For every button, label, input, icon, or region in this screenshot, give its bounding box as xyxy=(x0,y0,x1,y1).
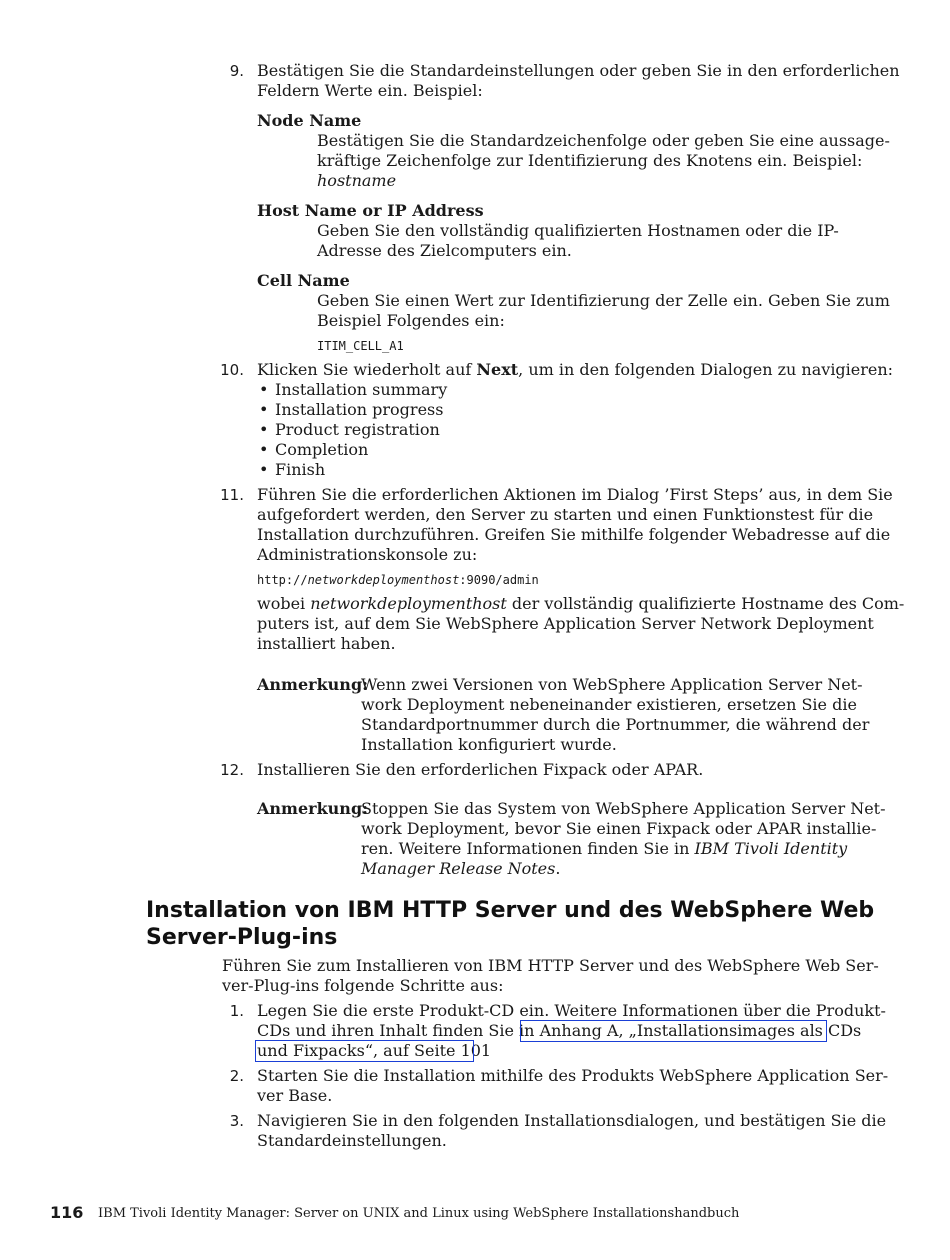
section-intro: Führen Sie zum Installieren von IBM HTTP Server und des WebSphere Web Ser- xyxy=(222,956,879,975)
bullet-marker: • xyxy=(259,380,269,399)
step-text: ver Base. xyxy=(257,1086,333,1105)
note-label: Anmerkung: xyxy=(257,799,369,818)
link-highlight-box xyxy=(520,1020,827,1042)
note-text: work Deployment, bevor Sie einen Fixpack oder APAR installie- xyxy=(361,819,877,838)
definition-term: Node Name xyxy=(257,111,362,130)
definition-text: kräftige Zeichenfolge zur Identifizierung des Knotens ein. Beispiel: xyxy=(317,151,863,170)
step-number: 9. xyxy=(229,62,244,80)
step-text: Installation durchzuführen. Greifen Sie mithilfe folgender Webadresse auf die xyxy=(257,525,891,544)
list-item: Installation progress xyxy=(275,400,444,419)
step-number: 2. xyxy=(229,1067,244,1085)
note-text: Wenn zwei Versionen von WebSphere Application Server Net- xyxy=(361,675,863,694)
step-text: aufgefordert werden, den Server zu starten und einen Funktionstest für die xyxy=(257,505,874,524)
step-number: 10. xyxy=(220,361,244,379)
step-number: 3. xyxy=(229,1112,244,1130)
step-text: installiert haben. xyxy=(257,634,396,653)
page-number: 116 xyxy=(50,1203,84,1222)
list-item: Completion xyxy=(275,440,369,459)
list-item: Product registration xyxy=(275,420,440,439)
list-item: Installation summary xyxy=(275,380,448,399)
note-text: work Deployment nebeneinander existieren, ersetzen Sie die xyxy=(361,695,857,714)
note-text: Stoppen Sie das System von WebSphere Application Server Net- xyxy=(361,799,886,818)
step-text: wobei networkdeploymenthost der vollständig qualifizierte Hostname des Com- xyxy=(257,594,905,613)
code-example: ITIM_CELL_A1 xyxy=(317,339,404,353)
step-text: Installieren Sie den erforderlichen Fixpack oder APAR. xyxy=(257,760,704,779)
section-heading: Server-Plug-ins xyxy=(146,925,338,950)
bullet-marker: • xyxy=(259,420,269,439)
step-text: Administrationskonsole zu: xyxy=(257,545,478,564)
step-text: Legen Sie die erste Produkt-CD ein. Weitere Informationen über die Produkt- xyxy=(257,1001,886,1020)
section-intro: ver-Plug-ins folgende Schritte aus: xyxy=(222,976,504,995)
cross-reference-link[interactable]: und Fixpacks“, auf Seite 101 xyxy=(257,1041,492,1060)
step-text: Navigieren Sie in den folgenden Installationsdialogen, und bestätigen Sie die xyxy=(257,1111,887,1130)
note-text: Manager Release Notes. xyxy=(361,859,561,878)
definition-text: Adresse des Zielcomputers ein. xyxy=(317,241,572,260)
step-text: Starten Sie die Installation mithilfe des Produkts WebSphere Application Ser- xyxy=(257,1066,889,1085)
note-text: Installation konfiguriert wurde. xyxy=(361,735,617,754)
step-number: 11. xyxy=(220,486,244,504)
cross-reference-link[interactable]: Anhang A, „Installationsimages als CDs xyxy=(539,1021,862,1040)
url-example: http://networkdeploymenthost:9090/admin xyxy=(257,573,539,587)
note-label: Anmerkung: xyxy=(257,675,369,694)
definition-text: Beispiel Folgendes ein: xyxy=(317,311,505,330)
link-highlight-box xyxy=(255,1040,474,1062)
step-text: Feldern Werte ein. Beispiel: xyxy=(257,81,483,100)
definition-text: Geben Sie den vollständig qualifizierten Hostnamen oder die IP- xyxy=(317,221,839,240)
step-text: Bestätigen Sie die Standardeinstellungen oder geben Sie in den erforderlichen xyxy=(257,61,900,80)
step-number: 12. xyxy=(220,761,244,779)
note-text: Standardportnummer durch die Portnummer, die während der xyxy=(361,715,870,734)
example-value: hostname xyxy=(317,171,397,190)
definition-text: Geben Sie einen Wert zur Identifizierung der Zelle ein. Geben Sie zum xyxy=(317,291,890,310)
step-text: Standardeinstellungen. xyxy=(257,1131,447,1150)
bullet-marker: • xyxy=(259,400,269,419)
step-text: puters ist, auf dem Sie WebSphere Application Server Network Deployment xyxy=(257,614,874,633)
definition-text: Bestätigen Sie die Standardzeichenfolge oder geben Sie eine aussage- xyxy=(317,131,890,150)
definition-term: Host Name or IP Address xyxy=(257,201,484,220)
bullet-marker: • xyxy=(259,440,269,459)
section-heading: Installation von IBM HTTP Server und des WebSphere Web xyxy=(146,898,875,923)
bullet-marker: • xyxy=(259,460,269,479)
step-text: CDs und ihren Inhalt finden Sie in Anhang A, „Installationsimages als CDs xyxy=(257,1021,862,1040)
running-footer: IBM Tivoli Identity Manager: Server on UNIX and Linux using WebSphere Installationshandbuch xyxy=(98,1206,740,1221)
list-item: Finish xyxy=(275,460,326,479)
step-text: Klicken Sie wiederholt auf Next, um in den folgenden Dialogen zu navigieren: xyxy=(257,360,894,379)
note-text: ren. Weitere Informationen finden Sie in IBM Tivoli Identity xyxy=(361,839,848,858)
step-number: 1. xyxy=(229,1002,244,1020)
step-text: Führen Sie die erforderlichen Aktionen im Dialog ’First Steps’ aus, in dem Sie xyxy=(257,485,893,504)
definition-term: Cell Name xyxy=(257,271,350,290)
